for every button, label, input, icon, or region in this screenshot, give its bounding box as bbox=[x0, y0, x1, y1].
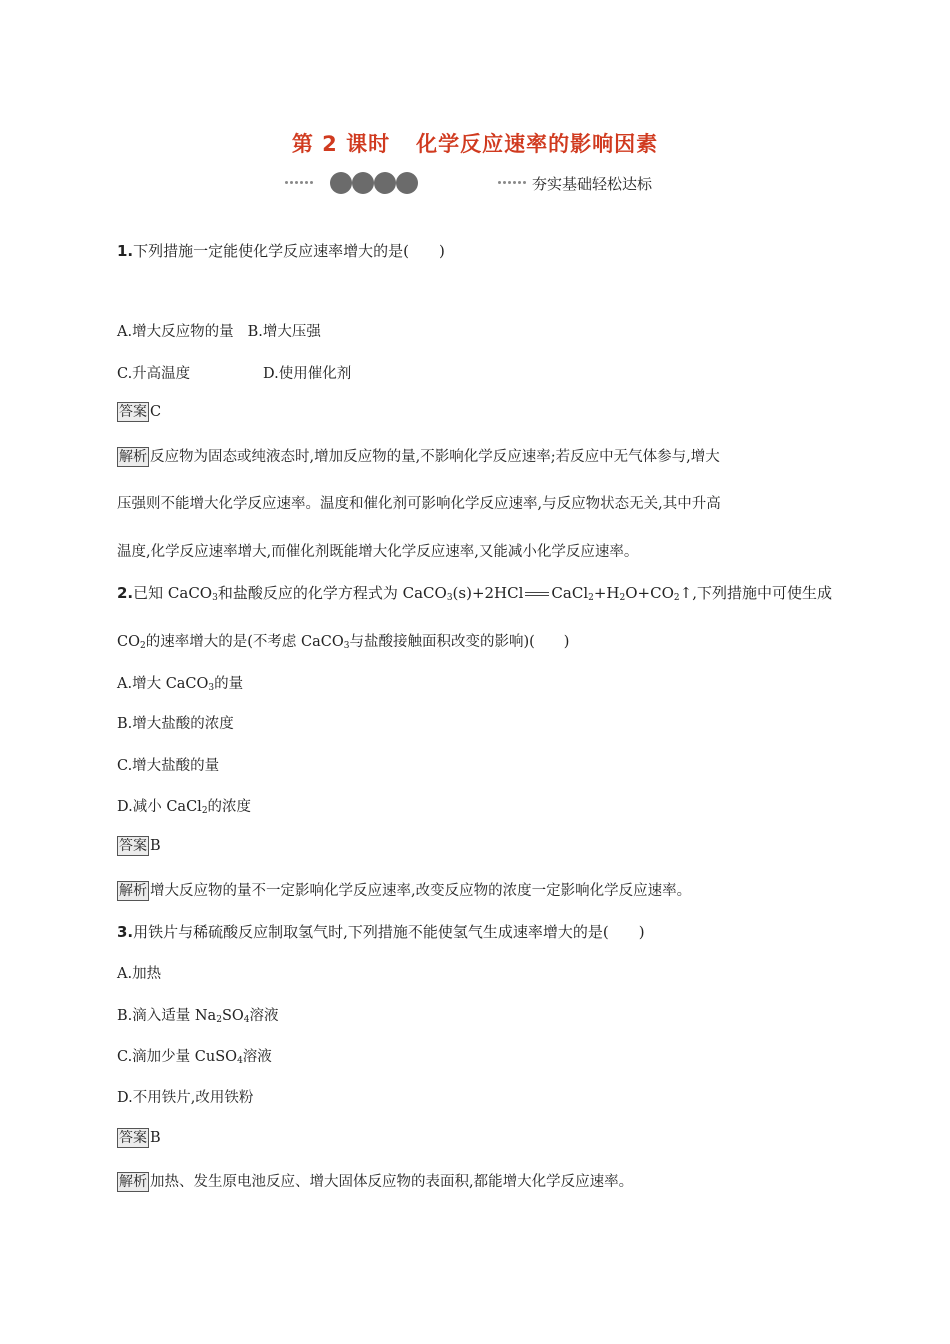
q1-analysis-line2: 压强则不能增大化学反应速率。温度和催化剂可影响化学反应速率,与反应物状态无关,其中升高 bbox=[117, 496, 721, 512]
q1-analysis-line1 bbox=[117, 445, 720, 467]
q3-option-b bbox=[117, 1004, 279, 1025]
equals-sign-icon bbox=[525, 592, 549, 596]
analysis-tag: 解析 bbox=[119, 449, 147, 465]
page-title bbox=[0, 128, 950, 158]
q1-analysis-line3: 温度,化学反应速率增大,而催化剂既能增大化学反应速率,又能减小化学反应速率。 bbox=[117, 544, 639, 560]
question-number: 2. bbox=[117, 584, 134, 602]
option-text: 溶液 bbox=[249, 1008, 279, 1024]
answer-tag: 答案 bbox=[119, 838, 147, 854]
option-text: C.滴加少量 CuSO bbox=[117, 1049, 238, 1065]
q1-answer bbox=[117, 402, 161, 422]
option-text: 的量 bbox=[214, 676, 244, 692]
q1-options-row2 bbox=[117, 362, 351, 383]
stem-text: (s)+2HCl bbox=[452, 584, 524, 602]
answer-tag: 答案 bbox=[119, 404, 147, 420]
q2-option-d bbox=[117, 795, 251, 816]
stem-text: CaCl bbox=[551, 584, 589, 602]
question-stem: 下列措施一定能使化学反应速率增大的是( ) bbox=[133, 242, 445, 260]
question-stem: 用铁片与稀硫酸反应制取氢气时,下列措施不能使氢气生成速率增大的是( ) bbox=[133, 923, 645, 941]
option-text: SO bbox=[221, 1008, 244, 1024]
option-text: 的浓度 bbox=[207, 799, 252, 815]
subscript: 2 bbox=[588, 593, 594, 603]
stem-text: 和盐酸反应的化学方程式为 CaCO bbox=[217, 584, 447, 602]
question-3 bbox=[117, 921, 645, 942]
answer-tag: 答案 bbox=[119, 1130, 147, 1146]
subscript: 2 bbox=[139, 641, 146, 651]
circles-decoration-icon bbox=[330, 170, 420, 196]
subscript: 3 bbox=[446, 593, 453, 603]
q2-option-b: B.增大盐酸的浓度 bbox=[117, 716, 234, 732]
section-banner bbox=[285, 170, 685, 196]
stem-text: +H bbox=[593, 584, 620, 602]
q1-option-d: D.使用催化剂 bbox=[263, 366, 352, 382]
q2-option-c: C.增大盐酸的量 bbox=[117, 758, 220, 774]
subscript: 2 bbox=[201, 806, 208, 816]
q2-option-a bbox=[117, 672, 243, 693]
answer-value: C bbox=[150, 404, 162, 420]
q3-answer bbox=[117, 1128, 161, 1148]
question-1 bbox=[117, 240, 445, 261]
q3-analysis bbox=[117, 1170, 633, 1192]
option-text: D.减小 CaCl bbox=[117, 799, 202, 815]
q3-option-a: A.加热 bbox=[117, 966, 162, 982]
option-text: A.增大 CaCO bbox=[117, 676, 209, 692]
option-text: 溶液 bbox=[242, 1049, 272, 1065]
stem-text: CO bbox=[117, 634, 140, 650]
subscript: 3 bbox=[208, 683, 215, 693]
analysis-tag: 解析 bbox=[119, 1174, 147, 1190]
option-text: B.滴入适量 Na bbox=[117, 1008, 217, 1024]
dots-left-icon bbox=[285, 181, 315, 185]
q1-option-b: B.增大压强 bbox=[247, 324, 321, 340]
answer-value: B bbox=[150, 838, 161, 854]
subscript: 3 bbox=[343, 641, 350, 651]
analysis-text: 增大反应物的量不一定影响化学反应速率,改变反应物的浓度一定影响化学反应速率。 bbox=[150, 883, 692, 899]
q2-answer bbox=[117, 836, 161, 856]
q3-option-c bbox=[117, 1045, 272, 1066]
answer-value: B bbox=[150, 1130, 161, 1146]
question-number: 3. bbox=[117, 923, 134, 941]
title-topic: 化学反应速率的影响因素 bbox=[416, 132, 659, 156]
section-label: 夯实基础轻松达标 bbox=[532, 175, 653, 193]
q1-option-c: C.升高温度 bbox=[117, 366, 191, 382]
q3-option-d: D.不用铁片,改用铁粉 bbox=[117, 1090, 254, 1106]
stem-text: ↑,下列措施中可使生成 bbox=[679, 584, 832, 602]
stem-text: 已知 CaCO bbox=[133, 584, 213, 602]
subscript: 4 bbox=[243, 1015, 250, 1025]
subscript: 4 bbox=[237, 1056, 243, 1066]
analysis-text: 反应物为固态或纯液态时,增加反应物的量,不影响化学反应速率;若反应中无气体参与,增大 bbox=[150, 449, 720, 465]
subscript: 2 bbox=[673, 593, 680, 603]
stem-text: O+CO bbox=[625, 584, 674, 602]
q1-option-a: A.增大反应物的量 bbox=[117, 324, 234, 340]
stem-text: 与盐酸接触面积改变的影响)( ) bbox=[349, 634, 570, 650]
question-2-line2 bbox=[117, 630, 569, 651]
subscript: 2 bbox=[619, 593, 626, 603]
dots-right-icon bbox=[498, 181, 528, 185]
q1-options-row1 bbox=[117, 320, 321, 341]
question-2 bbox=[117, 582, 832, 603]
analysis-tag: 解析 bbox=[119, 883, 147, 899]
subscript: 2 bbox=[216, 1015, 222, 1025]
title-lesson: 第 2 课时 bbox=[291, 132, 391, 156]
analysis-text: 加热、发生原电池反应、增大固体反应物的表面积,都能增大化学反应速率。 bbox=[150, 1174, 634, 1190]
question-number: 1. bbox=[117, 242, 134, 260]
q2-analysis bbox=[117, 879, 691, 901]
subscript: 3 bbox=[212, 593, 218, 603]
stem-text: 的速率增大的是(不考虑 CaCO bbox=[145, 634, 344, 650]
